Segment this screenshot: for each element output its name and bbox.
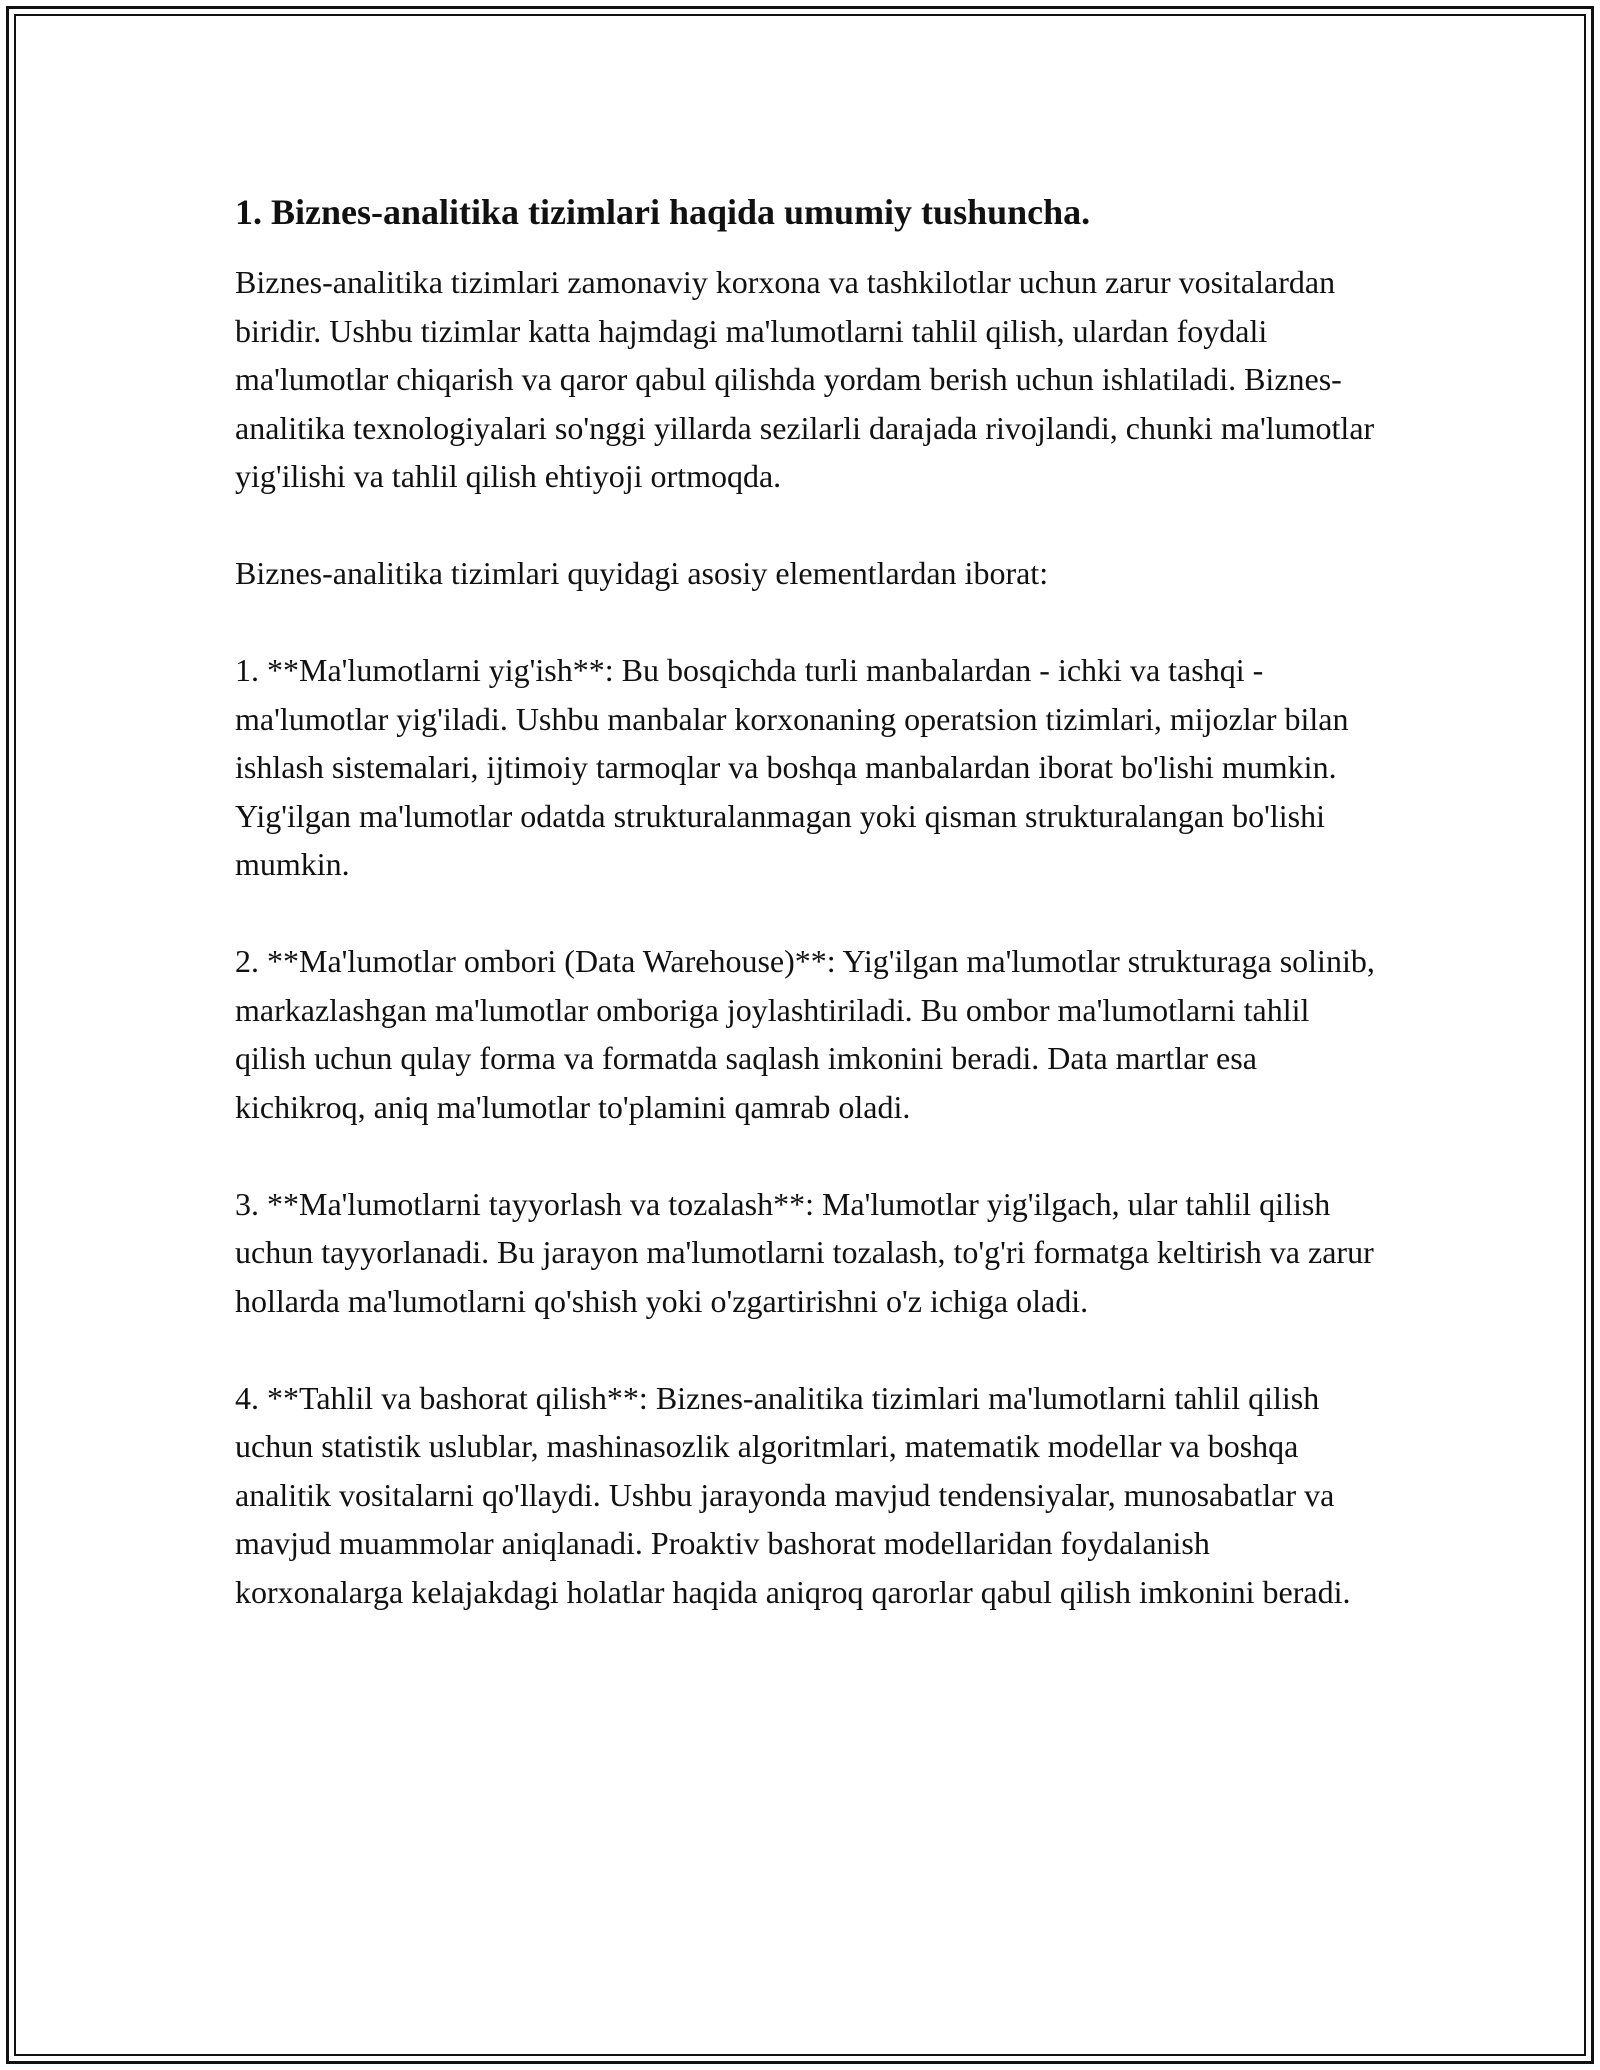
paragraph-intro: Biznes-analitika tizimlari zamonaviy korxona va tashkilotlar uchun zarur vositalardan biridir. Ushbu tizimlar katta hajmdagi ma'lumotlarni tahlil qilish, ulardan foydali ma'lumotlar chiqarish va qaror qabul qilishda yordam berish uchun ishlatiladi. Biznes-analitika texnologiyalari so'nggi yillarda sezilarli darajada rivojlandi, chunki ma'lumotlar yig'ilishi va tahlil qilish ehtiyoji ortmoqda.: [235, 264, 1375, 494]
section-heading: 1. Biznes-analitika tizimlari haqida umumiy tushuncha.: [235, 192, 1091, 232]
paragraph-elements-lead: Biznes-analitika tizimlari quyidagi asosiy elementlardan iborat:: [235, 555, 1049, 591]
list-item-data-warehouse: 2. **Ma'lumotlar ombori (Data Warehouse)**: Yig'ilgan ma'lumotlar strukturaga solinib, markazlashgan ma'lumotlar omboriga joylashtiriladi. Bu ombor ma'lumotlarni tahlil qilish uchun qulay forma va formatda saqlash imkonini beradi. Data martlar esa kichikroq, aniq ma'lumotlar to'plamini qamrab oladi.: [235, 943, 1375, 1125]
list-item-analysis-forecasting: 4. **Tahlil va bashorat qilish**: Biznes-analitika tizimlari ma'lumotlarni tahlil qilish uchun statistik uslublar, mashinasozlik algoritmlari, matematik modellar va boshqa analitik vositalarni qo'llaydi. Ushbu jarayonda mavjud tendensiyalar, munosabatlar va mavjud muammolar aniqlanadi. Proaktiv bashorat modellaridan foydalanish korxonalarga kelajakdagi holatlar haqida aniqroq qarorlar qabul qilish imkonini beradi.: [235, 1379, 1351, 1610]
list-item-data-collection: 1. **Ma'lumotlarni yig'ish**: Bu bosqichda turli manbalardan - ichki va tashqi - ma'lumotlar yig'iladi. Ushbu manbalar korxonaning operatsion tizimlari, mijozlar bilan ishlash sistemalari, ijtimoiy tarmoqlar va boshqa manbalardan iborat bo'lishi mumkin. Yig'ilgan ma'lumotlar odatda strukturalanmagan yoki qisman strukturalangan bo'lishi mumkin.: [235, 652, 1349, 882]
list-item-data-preparation: 3. **Ma'lumotlarni tayyorlash va tozalash**: Ma'lumotlar yig'ilgach, ular tahlil qilish uchun tayyorlanadi. Bu jarayon ma'lumotlarni tozalash, to'g'ri formatga keltirish va zarur hollarda ma'lumotlarni qo'shish yoki o'zgartirishni o'z ichiga oladi.: [235, 1185, 1374, 1319]
document-body: [235, 188, 1375, 1616]
